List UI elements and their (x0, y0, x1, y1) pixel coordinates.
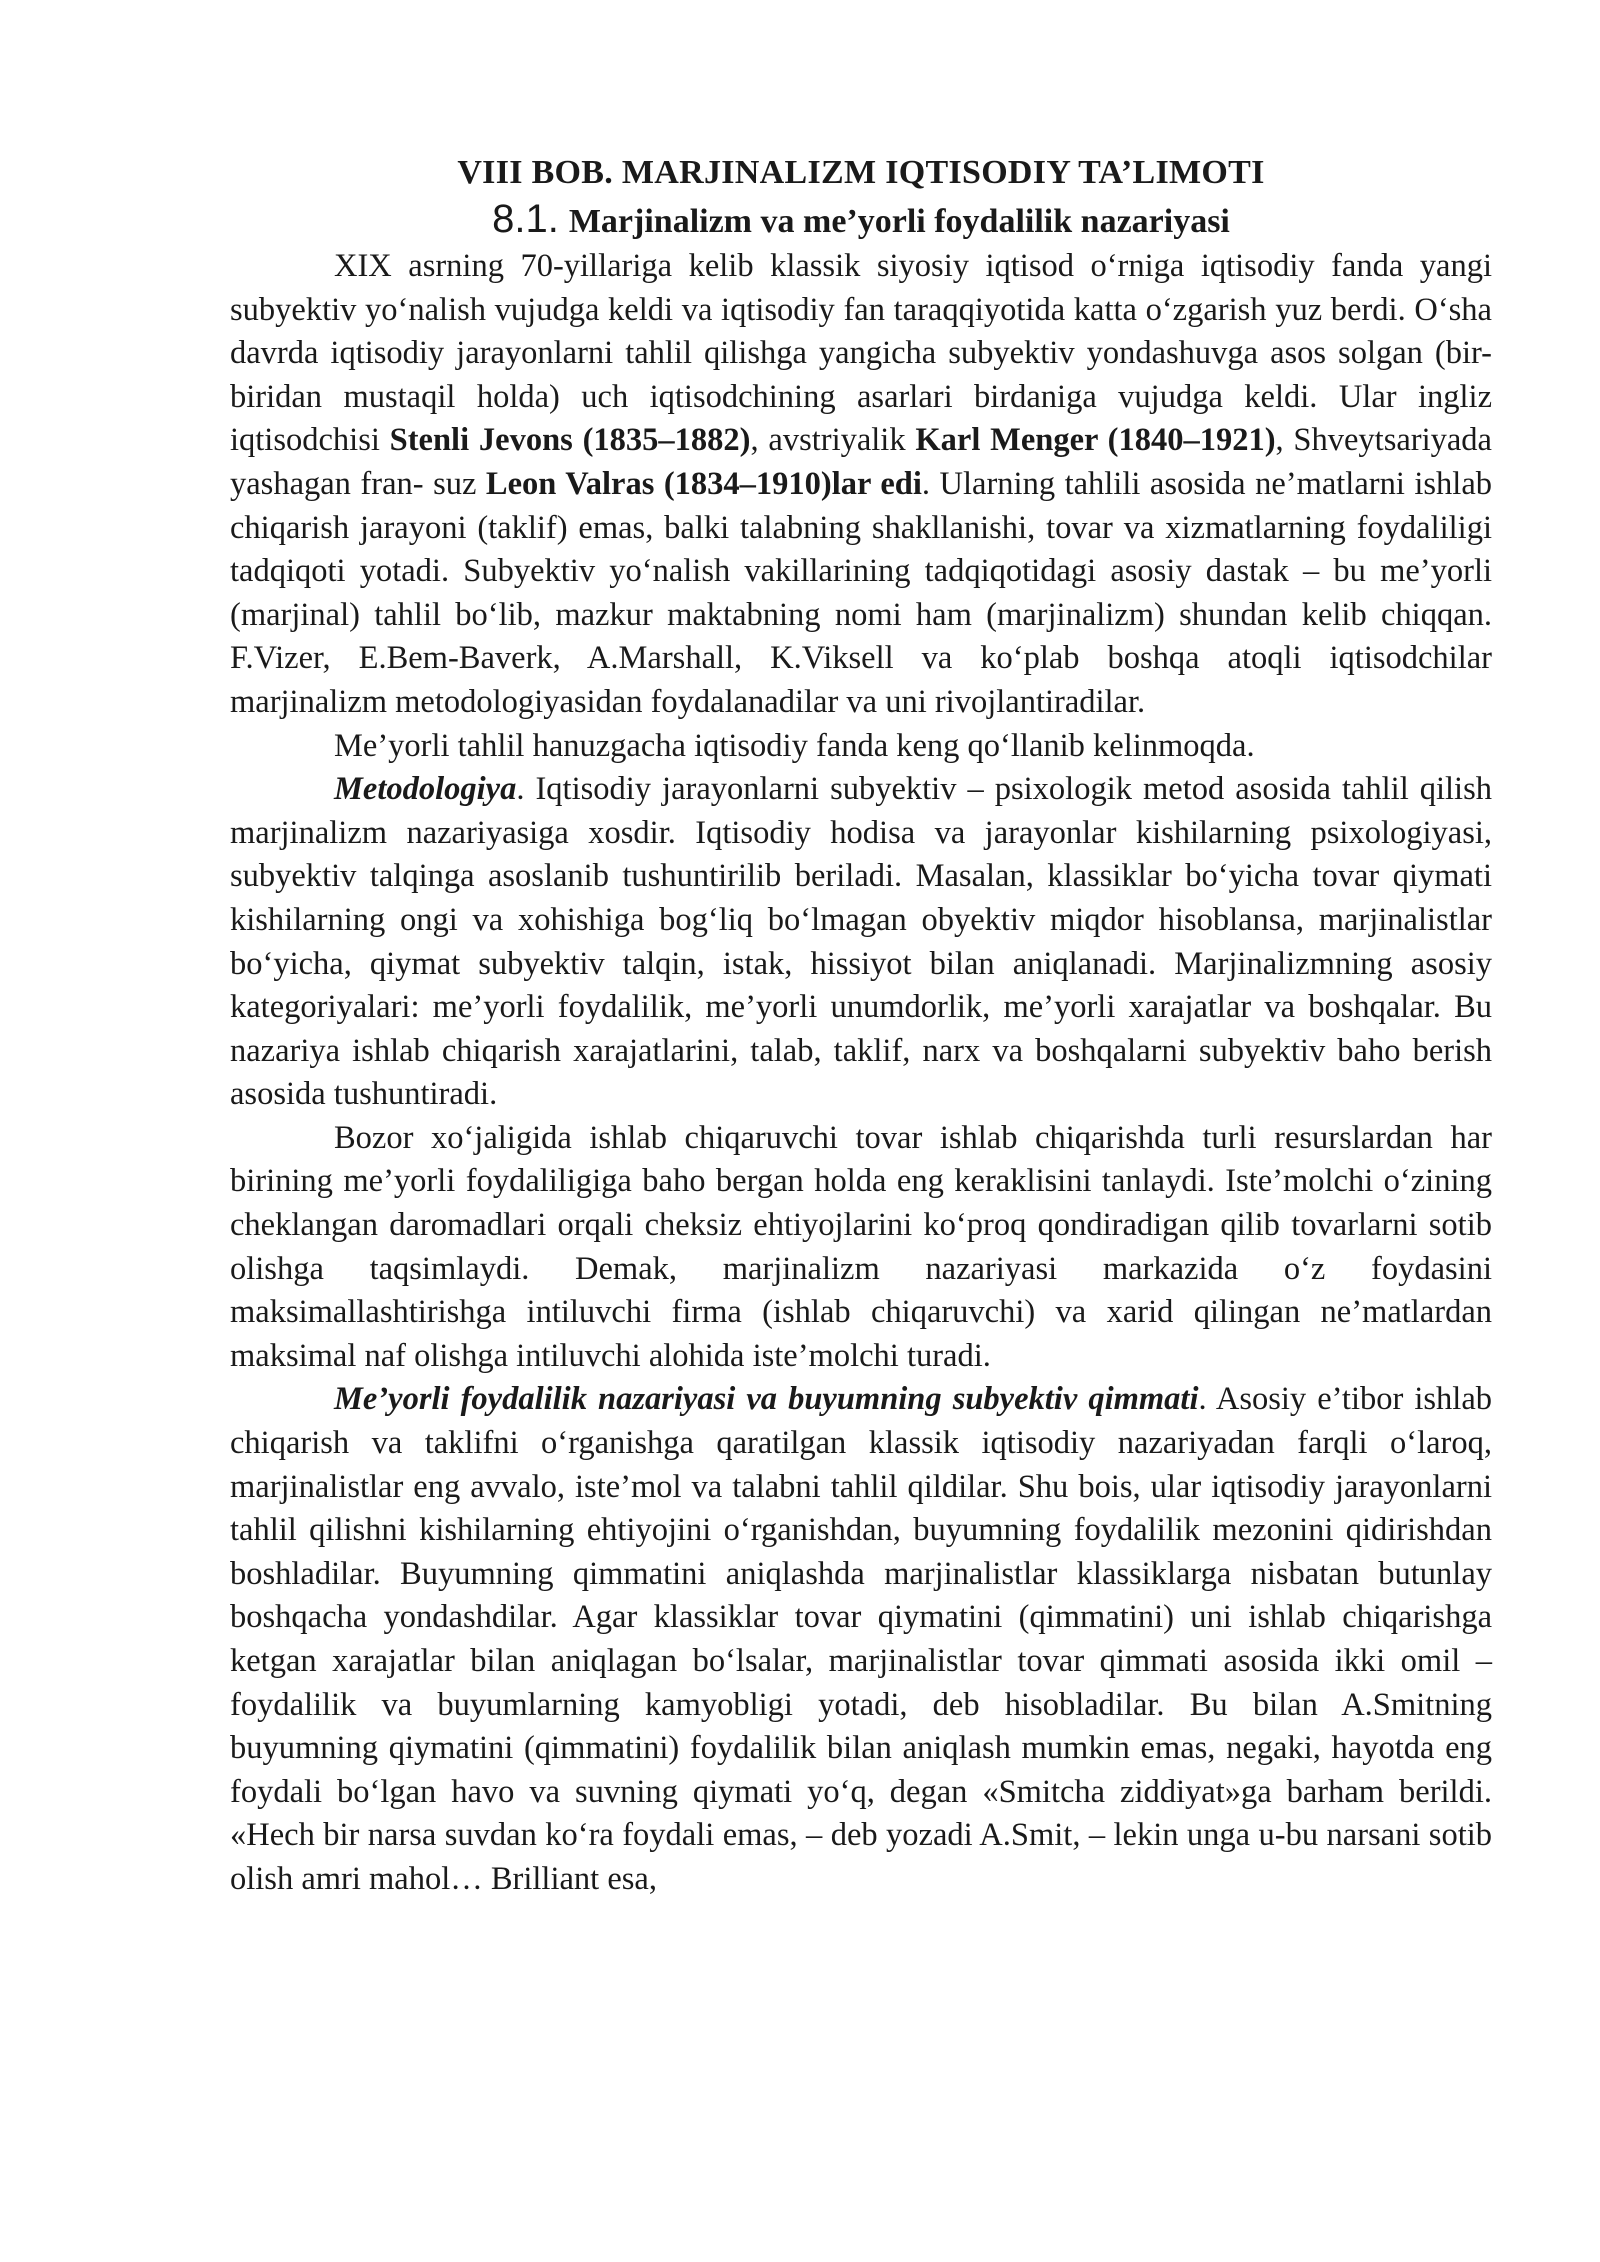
paragraph-intro (230, 245, 1492, 725)
section-title-text: Marjinalizm va me’yorli foydalilik nazariyasi (568, 203, 1230, 240)
bold-name-jevons: Stenli Jevons (1835–1882) (389, 422, 751, 459)
text-run: . Asosiy e’tibor ishlab chiqarish va taklifni o‘rganishga qaratilgan klassik iqtisodiy nazariyadan farqli o‘laroq, marjinalistlar eng avvalo, iste’mol va talabni tahlil qildilar. Shu bois, ular iqtisodiy jarayonlarni tahlil qilishni kishilarning ehtiyojini o‘rganishdan, buyumning foydalilik mezonini qidirishdan boshladilar. Buyumning qimmatini aniqlashda marjinalistlar klassiklarga nisbatan butunlay boshqacha yondashdilar. Agar klassiklar tovar qiymatini (qimmatini) uni ishlab chiqarishga ketgan xarajatlar bilan aniqlagan bo‘lsalar, marjinalistlar tovar qimmati asosida ikki omil – foydalilik va buyumlarning kamyobligi yotadi, deb hisobladilar. Bu bilan A.Smitning buyumning qiymatini (qimmatini) foydalilik bilan aniqlash mumkin emas, negaki, hayotda eng foydali bo‘lgan havo va suvning qiymati yo‘q, degan «Smitcha ziddiyat»ga barham berildi. «Hech bir narsa suvdan ko‘ra foydali emas, – deb yozadi A.Smit, – lekin unga u-bu narsani sotib olish amri mahol… Brilliant esa, (230, 1381, 1492, 1897)
text-run: XIX asrning 70-yillariga kelib klassik siyosiy iqtisod o‘rniga iqtisodiy fanda yangi subyektiv yo‘nalish vujudga keldi va iqtisodiy fan taraqqiyotida katta o‘zgarish yuz berdi. O‘sha davrda iqtisodiy jarayonlarni tahlil qilishga yangicha subyektiv yondashuvga asos solgan (bir-biridan mustaqil holda) uch iqtisodchining asarlari birdaniga vujudga keldi. Ular ingliz iqtisodchisi (230, 248, 1492, 459)
text-run: . Ularning tahlili asosida ne’matlarni ishlab chiqarish jarayoni (taklif) emas, balki talabning shakllanishi, tovar va xizmatlarning foydaliligi tadqiqoti yotadi. Subyektiv yo‘nalish vakillarining tadqiqotidagi asosiy dastak – bu me’yorli (marjinal) tahlil bo‘lib, mazkur maktabning nomi ham (marjinalizm) shundan kelib chiqqan. F.Vizer, E.Bem-Baverk, A.Marshall, K.Viksell va ko‘plab boshqa atoqli iqtisodchilar marjinalizm metodologiyasidan foydalanadilar va uni rivojlantiradilar. (230, 465, 1492, 720)
paragraph-market-economy: Bozor xo‘jaligida ishlab chiqaruvchi tovar ishlab chiqarishda turli resurslardan har birining me’yorli foydaliligiga baho bergan holda eng keraklisini tanlaydi. Iste’molchi o‘zining cheklangan daromadlari orqali cheksiz ehtiyojlarini ko‘proq qondiradigan qilib tovarlarni sotib olishga taqsimlaydi. Demak, marjinalizm nazariyasi markazida o‘z foydasini maksimallashtirishga intiluvchi firma (ishlab chiqaruvchi) va xarid qilingan ne’matlardan maksimal naf olishga intiluvchi alohida iste’molchi turadi. (230, 1119, 1492, 1374)
text-run: , Shveytsariyada yashagan fran- suz (230, 422, 1492, 502)
bold-name-menger: Karl Menger (1840–1921) (915, 422, 1276, 459)
paragraph-utility-theory (230, 1378, 1492, 1901)
section-title (230, 196, 1492, 245)
bold-name-valras: Leon Valras (1834–1910)lar edi (485, 465, 922, 502)
text-run: , avstriyalik (750, 422, 916, 459)
paragraph-methodology (230, 768, 1492, 1117)
text-run: . Iqtisodiy jarayonlarni subyektiv – psixologik metod asosida tahlil qilish marjinalizm nazariyasiga xosdir. Iqtisodiy hodisa va jarayonlar kishilarning psixologiyasi, subyektiv talqinga asoslanib tushuntirilib beriladi. Masalan, klassiklar bo‘yicha tovar qiymati kishilarning ongi va xohishiga bog‘liq bo‘lmagan obyektiv miqdor hisoblansa, marjinalistlar bo‘yicha, qiymat subyektiv talqin, istak, hissiyot bilan aniqlanadi. Marjinalizmning asosiy kategoriyalari: me’yorli foydalilik, me’yorli unumdorlik, me’yorli xarajatlar va boshqalar. Bu nazariya ishlab chiqarish xarajatlarini, talab, taklif, narx va boshqalarni subyektiv baho berish asosida tushuntiradi. (230, 771, 1492, 1113)
paragraph-marginal-analysis: Me’yorli tahlil hanuzgacha iqtisodiy fanda keng qo‘llanib kelinmoqda. (334, 727, 1255, 764)
chapter-title: VIII BOB. MARJINALIZM IQTISODIY TA’LIMOTI (457, 154, 1265, 191)
utility-theory-heading: Me’yorli foydalilik nazariyasi va buyumning subyektiv qimmati (334, 1381, 1199, 1418)
document-page (230, 150, 1492, 1902)
methodology-heading: Metodologiya (334, 771, 517, 808)
section-number: 8.1. (492, 197, 559, 241)
